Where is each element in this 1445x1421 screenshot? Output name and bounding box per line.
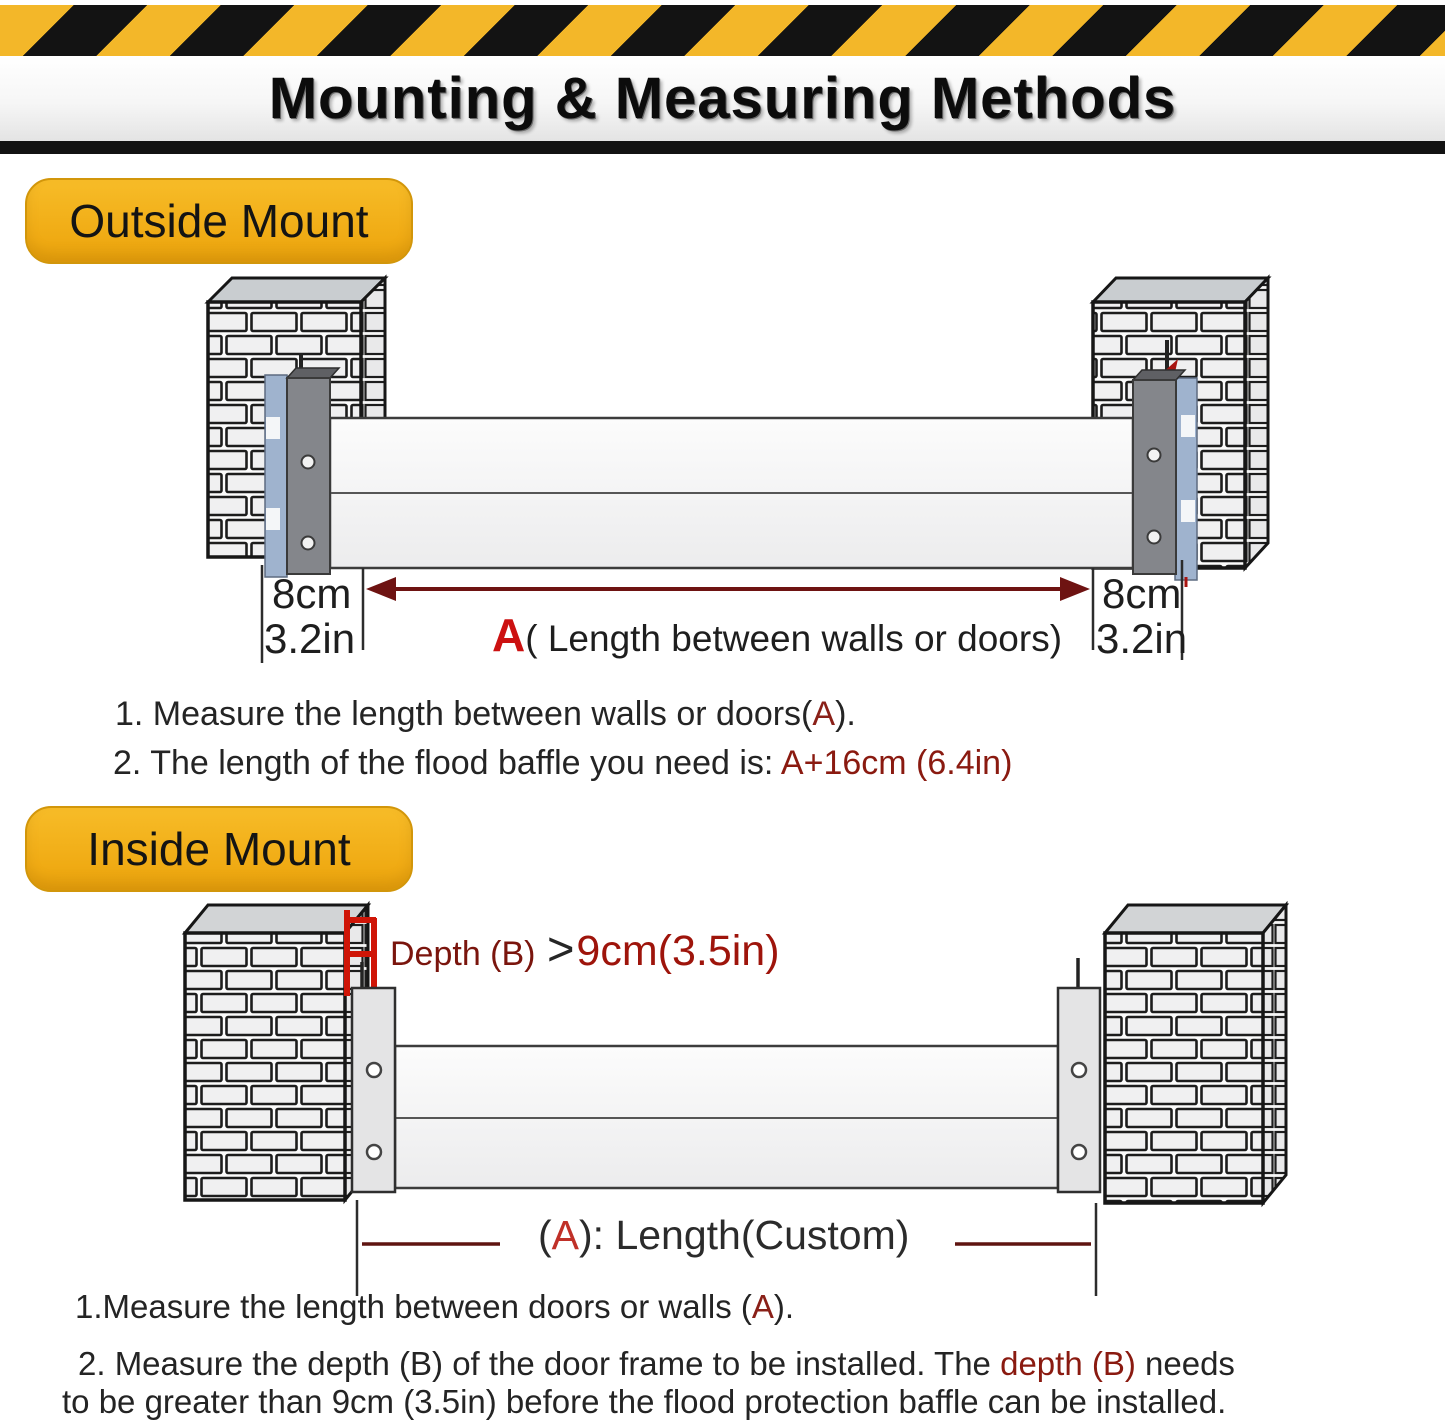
span-length-label — [492, 608, 1062, 662]
inside-instruction-2-end: needs — [1135, 1345, 1235, 1382]
outside-instruction-1-text: 1. Measure the length between walls or doors( — [115, 695, 813, 733]
outside-instruction-1-var: A — [812, 695, 836, 733]
outside-mount-badge — [25, 178, 413, 264]
length-label-open: ( — [538, 1212, 552, 1258]
title-band — [0, 56, 1445, 141]
seal-strip — [265, 375, 287, 577]
span-variable: A — [492, 609, 526, 661]
flood-barrier-panels — [330, 418, 1133, 568]
screw — [367, 1063, 381, 1077]
screw — [302, 456, 315, 469]
right-mounting-bracket — [1058, 958, 1100, 1192]
seal-strip — [1175, 378, 1197, 580]
custom-length-label — [538, 1212, 909, 1259]
inside-instruction-2-depth-ref: depth (B) — [1000, 1345, 1136, 1382]
inside-instruction-1 — [75, 1287, 794, 1327]
page-title: Mounting & Measuring Methods — [268, 66, 1177, 131]
outside-instruction-1 — [115, 694, 856, 735]
arrow-head-left-icon — [366, 577, 396, 601]
inside-instruction-1-text: 1.Measure the length between doors or walls ( — [75, 1288, 752, 1325]
outside-instruction-1-end: ). — [835, 695, 856, 733]
screw — [367, 1145, 381, 1159]
outside-instruction-2-text: 2. The length of the flood baffle you need is: — [113, 744, 781, 782]
inside-instruction-1-var: A — [751, 1288, 774, 1325]
outside-instruction-2 — [113, 743, 1012, 784]
right-brick-pillar — [1105, 905, 1286, 1203]
outside-mount-diagram — [0, 265, 1445, 665]
depth-value: 9cm(3.5in) — [576, 927, 780, 975]
hazard-stripe-banner — [0, 5, 1445, 56]
inside-instruction-2-line-1 — [78, 1344, 1235, 1384]
span-description: ( Length between walls or doors) — [525, 618, 1063, 659]
inside-instruction-1-end: ). — [773, 1288, 795, 1325]
inside-instruction-2-text: 2. Measure the depth (B) of the door frame to be installed. The — [78, 1345, 1001, 1382]
right-offset-cm: 8cm — [1102, 570, 1182, 617]
length-label-rest: ): Length(Custom) — [579, 1212, 910, 1258]
inside-instruction-2-line-2: to be greater than 9cm (3.5in) before the flood protection baffle can be installed. — [62, 1383, 1227, 1420]
flood-barrier-panels — [395, 1046, 1058, 1188]
left-brick-pillar — [185, 905, 368, 1200]
screw — [302, 537, 315, 550]
depth-requirement-label — [390, 921, 780, 976]
left-offset-cm: 8cm — [272, 570, 352, 617]
left-mounting-bracket — [265, 353, 339, 577]
length-variable: A — [551, 1212, 580, 1258]
left-mounting-bracket — [352, 962, 395, 1192]
right-offset-in: 3.2in — [1096, 615, 1188, 662]
screw — [1072, 1063, 1086, 1077]
arrow-head-right-icon — [1060, 577, 1090, 601]
screw — [1148, 449, 1161, 462]
outside-mount-badge-label: Outside Mount — [69, 195, 369, 247]
inside-mount-badge — [25, 806, 413, 892]
outside-instruction-2-formula: A+16cm (6.4in) — [780, 744, 1013, 782]
screw — [1072, 1145, 1086, 1159]
depth-label-text: Depth (B) — [390, 935, 545, 973]
greater-than-sign: > — [546, 922, 575, 975]
title-underline-bar — [0, 141, 1445, 154]
left-offset-in: 3.2in — [264, 615, 356, 662]
screw — [1148, 531, 1161, 544]
inside-mount-badge-label: Inside Mount — [87, 823, 351, 875]
